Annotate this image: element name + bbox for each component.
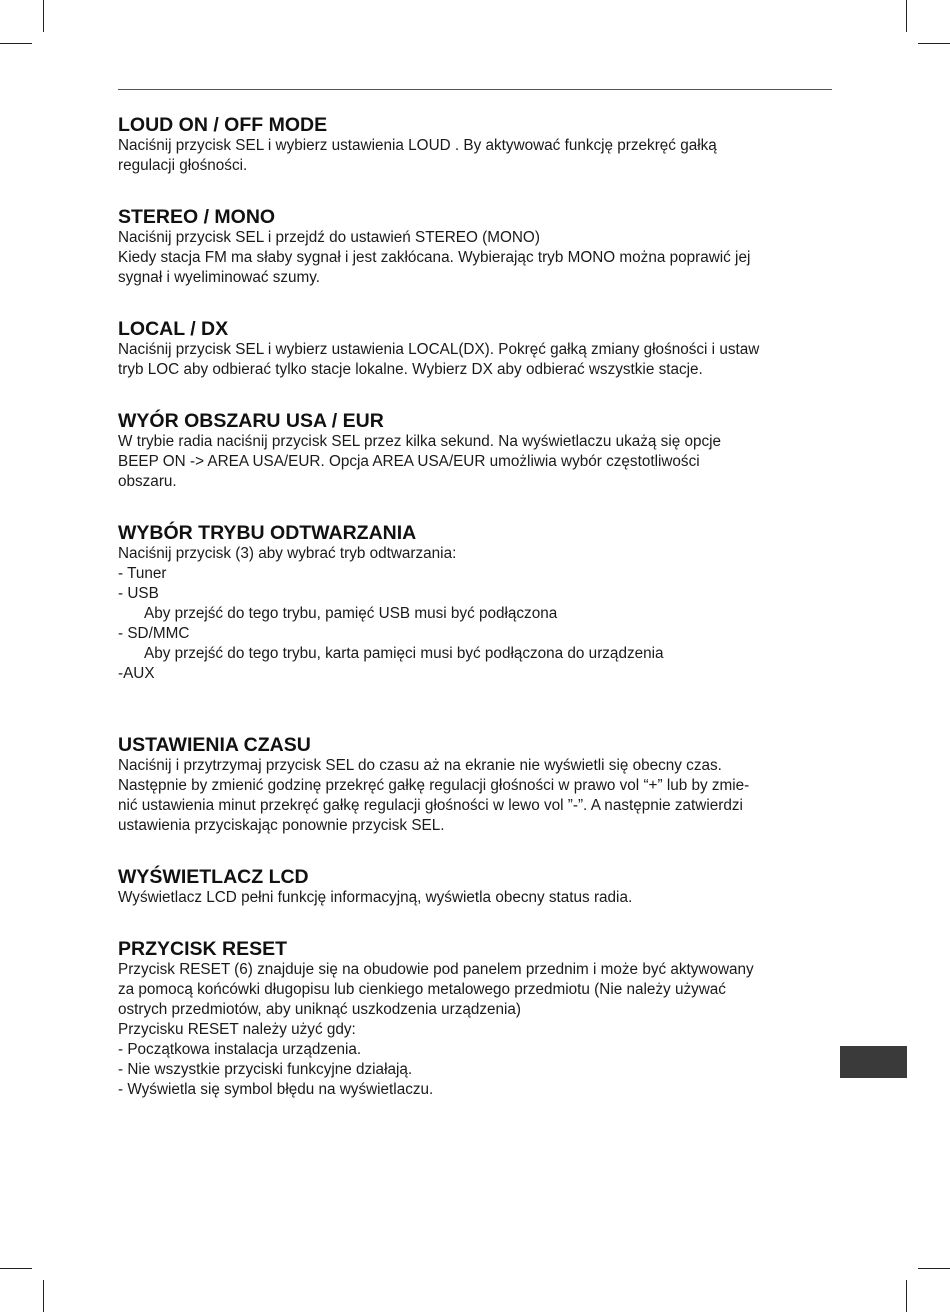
section-heading: LOCAL / DX [118,318,229,340]
list-item-note: Aby przejść do tego trybu, pamięć USB musi być podłączona [144,605,558,622]
paragraph-line: Naciśnij przycisk SEL i wybierz ustawienia LOUD . By aktywować funkcję przekręć gałką [118,137,717,154]
section-area-select [118,410,838,492]
header-rule [118,89,832,90]
section-stereo-mono [118,206,838,288]
page-tab-marker [840,1046,907,1078]
manual-page-content [118,114,838,1100]
crop-mark-top-left-v [43,0,44,32]
list-item-note: Aby przejść do tego trybu, karta pamięci musi być podłączona do urządzenia [144,645,664,662]
list-item: - USB [118,585,159,602]
list-item: - SD/MMC [118,625,190,642]
section-time-settings [118,734,838,836]
section-lcd-display [118,866,838,908]
section-heading: WYBÓR TRYBU ODTWARZANIA [118,522,417,544]
paragraph-line: ostrych przedmiotów, aby uniknąć uszkodzenia urządzenia) [118,1001,522,1018]
paragraph-line: za pomocą końcówki długopisu lub cienkiego metalowego przedmiotu (Nie należy używać [118,981,726,998]
section-heading: WYÓR OBSZARU USA / EUR [118,410,384,432]
paragraph-line: BEEP ON -> AREA USA/EUR. Opcja AREA USA/EUR umożliwia wybór częstotliwości [118,453,700,470]
list-item: - Nie wszystkie przyciski funkcyjne działają. [118,1061,413,1078]
crop-mark-bottom-left-v [43,1280,44,1312]
paragraph-line: regulacji głośności. [118,157,248,174]
list-item: - Tuner [118,565,167,582]
paragraph-line: Naciśnij przycisk SEL i wybierz ustawienia LOCAL(DX). Pokręć gałką zmiany głośności i ustaw [118,341,760,358]
crop-mark-top-right-v [906,0,907,32]
section-heading: STEREO / MONO [118,206,276,228]
section-local-dx [118,318,838,380]
paragraph-line: Naciśnij przycisk SEL i przejdź do ustawień STEREO (MONO) [118,229,540,246]
paragraph-line: Przycisk RESET (6) znajduje się na obudowie pod panelem przednim i może być aktywowany [118,961,754,978]
section-playback-mode [118,522,838,684]
section-heading: WYŚWIETLACZ LCD [118,866,309,888]
paragraph-line: ustawienia przyciskając ponownie przycisk SEL. [118,817,445,834]
list-item: - Początkowa instalacja urządzenia. [118,1041,362,1058]
paragraph-line: nić ustawienia minut przekręć gałkę regulacji głośności w lewo vol ”-”. A następnie zatwierdzi [118,797,743,814]
list-item: -AUX [118,665,155,682]
paragraph-line: sygnał i wyeliminować szumy. [118,269,321,286]
list-item: - Wyświetla się symbol błędu na wyświetlaczu. [118,1081,434,1098]
crop-mark-top-right-h [918,43,950,44]
paragraph-line: obszaru. [118,473,177,490]
paragraph-line: W trybie radia naciśnij przycisk SEL przez kilka sekund. Na wyświetlaczu ukażą się opcje [118,433,722,450]
section-reset-button [118,938,838,1100]
crop-mark-top-left-h [0,43,32,44]
paragraph-line: Następnie by zmienić godzinę przekręć gałkę regulacji głośności w prawo vol “+” lub by zmie- [118,777,750,794]
paragraph-line: Przycisku RESET należy użyć gdy: [118,1021,356,1038]
crop-mark-bottom-left-h [0,1268,32,1269]
section-loud-mode [118,114,838,176]
section-heading: PRZYCISK RESET [118,938,288,960]
paragraph-line: Wyświetlacz LCD pełni funkcję informacyjną, wyświetla obecny status radia. [118,889,633,906]
crop-mark-bottom-right-v [906,1280,907,1312]
paragraph-line: tryb LOC aby odbierać tylko stacje lokalne. Wybierz DX aby odbierać wszystkie stacje. [118,361,703,378]
section-heading: LOUD ON / OFF MODE [118,114,328,136]
paragraph-line: Naciśnij przycisk (3) aby wybrać tryb odtwarzania: [118,545,457,562]
paragraph-line: Naciśnij i przytrzymaj przycisk SEL do czasu aż na ekranie nie wyświetli się obecny czas. [118,757,722,774]
section-heading: USTAWIENIA CZASU [118,734,311,756]
paragraph-line: Kiedy stacja FM ma słaby sygnał i jest zakłócana. Wybierając tryb MONO można poprawić jej [118,249,751,266]
crop-mark-bottom-right-h [918,1268,950,1269]
